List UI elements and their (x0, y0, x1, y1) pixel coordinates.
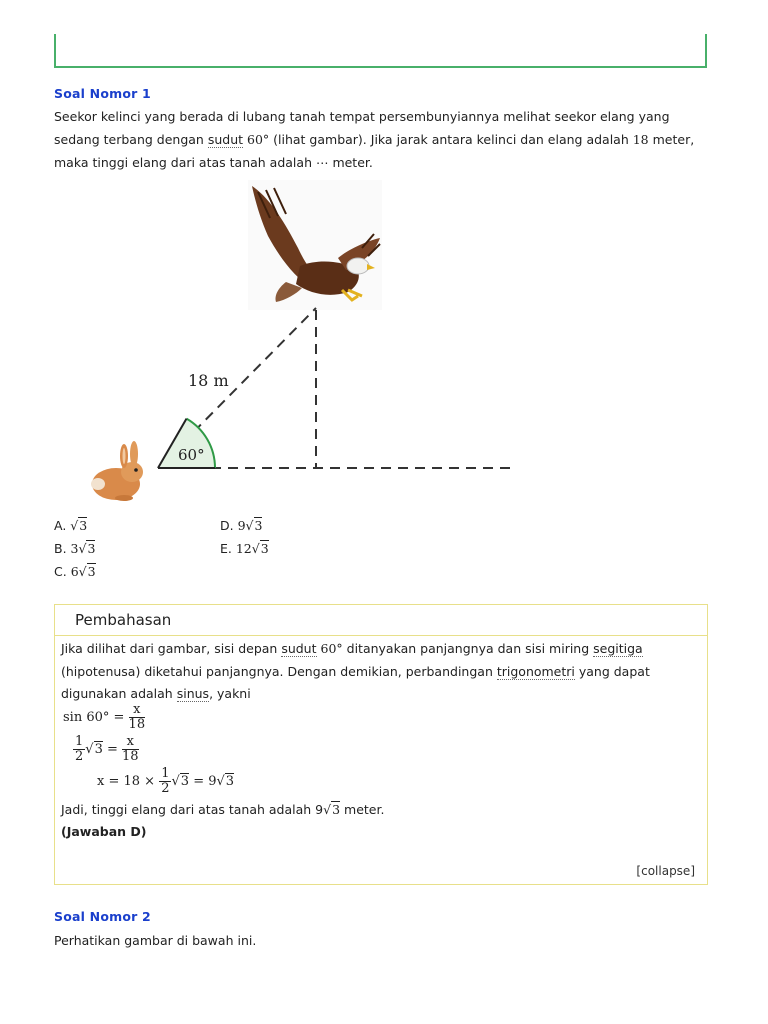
pembahasan-header (55, 605, 707, 636)
eq2-half (73, 735, 85, 764)
conclusion-line: Jadi, tinggi elang dari atas tanah adalah 9√3 meter. (61, 802, 385, 817)
pembahasan-line-2 (61, 664, 650, 679)
concl-b: meter. (340, 802, 385, 817)
eq3-radicand-2: 3 (225, 774, 235, 789)
equation-1 (63, 703, 145, 732)
angle-label: 60° (178, 446, 205, 464)
sudut-link-2[interactable]: sudut (281, 641, 317, 656)
pb-l2a: (hipotenusa) diketahui panjangnya. Dengan demikian, perbandingan (61, 664, 497, 679)
sinus-link[interactable]: sinus (176, 686, 210, 701)
eq3-left: x = 18 × (97, 774, 156, 789)
segitiga-link[interactable]: segitiga (593, 641, 643, 656)
pb-l2c: yang dapat (574, 664, 650, 679)
q1-text-d: meter. (328, 155, 373, 170)
pembahasan-box (54, 604, 708, 885)
option-e-coef: 12 (235, 541, 252, 556)
equation-3: x = 18 × $\frac{1}{2}$ √3 = 9√3 (97, 766, 235, 796)
q1-text-b: (lihat gambar). Jika jarak antara kelinci dan elang adalah (269, 132, 633, 147)
eq2-fraction (122, 735, 139, 764)
option-d-radicand: 3 (254, 518, 263, 533)
figure-svg (80, 178, 520, 508)
option-a: A. √3 (54, 518, 88, 533)
rabbit-illustration (91, 441, 143, 501)
pembahasan-line-3 (61, 686, 251, 701)
option-d-coef: 9 (237, 518, 246, 533)
pb-l1d: ditanyakan panjangnya dan sisi miring (342, 641, 594, 656)
question-2-text: Perhatikan gambar di bawah ini. (54, 933, 257, 948)
option-e-radicand: 3 (260, 541, 269, 556)
option-c-letter: C. (54, 564, 67, 579)
eq2-half-num: 1 (75, 734, 84, 749)
q1-distance: 18 (632, 132, 649, 147)
option-c-coef: 6 (70, 564, 79, 579)
q1-angle: 60° (247, 132, 270, 147)
q1-dots: ⋯ (315, 155, 329, 170)
pb-l1a: Jika dilihat dari gambar, sisi depan (61, 641, 282, 656)
equation-2: $\frac{1}{2}$ √3 = $\frac{x}{18}$ (75, 734, 139, 764)
eq3-half-num: 1 (161, 766, 170, 781)
eq2-half-den: 2 (75, 749, 84, 764)
trigonometri-link[interactable]: trigonometri (496, 664, 575, 679)
q1-text-c: meter, maka tinggi elang dari atas tanah adalah (54, 132, 695, 170)
concl-radicand: 3 (332, 802, 341, 817)
eq2-radicand: 3 (94, 742, 103, 757)
option-c-radicand: 3 (87, 564, 96, 579)
eq1-left: sin 60° = (63, 710, 125, 725)
option-c: C. 6√3 (54, 564, 96, 579)
option-e: E. 12√3 (220, 541, 269, 556)
sudut-link[interactable]: sudut (207, 132, 244, 147)
option-d: D. 9√3 (220, 518, 263, 533)
eq2-num: x (122, 735, 139, 750)
distance-label: 18 m (188, 371, 229, 390)
eq3-half (159, 767, 171, 796)
collapse-link[interactable]: [collapse] (636, 864, 695, 878)
eq1-fraction (129, 703, 146, 732)
question-2-title: Soal Nomor 2 (54, 909, 151, 924)
option-a-letter: A. (54, 518, 67, 533)
eq3-half-den: 2 (161, 781, 170, 796)
question-1-text (54, 105, 714, 174)
question-1-figure (80, 178, 520, 508)
eq1-den: 18 (128, 717, 146, 732)
option-e-letter: E. (220, 541, 232, 556)
answer-label: (Jawaban D) (61, 824, 147, 839)
eq3-radicand-1: 3 (180, 774, 190, 789)
pembahasan-line-1 (61, 641, 643, 656)
pb-angle: 60° (316, 641, 343, 656)
concl-a: Jadi, tinggi elang dari atas tanah adalah 9 (61, 802, 324, 817)
pb-l3c: , yakni (209, 686, 251, 701)
eq1-num: x (129, 703, 146, 718)
eq3-right: = 9 (193, 774, 217, 789)
eq2-den: 18 (122, 749, 139, 764)
question-1-title: Soal Nomor 1 (54, 86, 151, 101)
previous-section-box (54, 34, 707, 68)
eagle-illustration (248, 180, 382, 310)
pembahasan-title: Pembahasan (75, 611, 172, 629)
q1-text-a: Seekor kelinci yang berada di lubang tanah tempat persembunyiannya melihat seekor elang yang sedang terbang dengan (54, 109, 670, 147)
pb-l3a: digunakan adalah (61, 686, 177, 701)
option-d-letter: D. (220, 518, 234, 533)
option-b-coef: 3 (70, 541, 79, 556)
option-a-radicand: 3 (79, 518, 88, 533)
option-b-letter: B. (54, 541, 67, 556)
option-b: B. 3√3 (54, 541, 96, 556)
option-b-radicand: 3 (87, 541, 96, 556)
